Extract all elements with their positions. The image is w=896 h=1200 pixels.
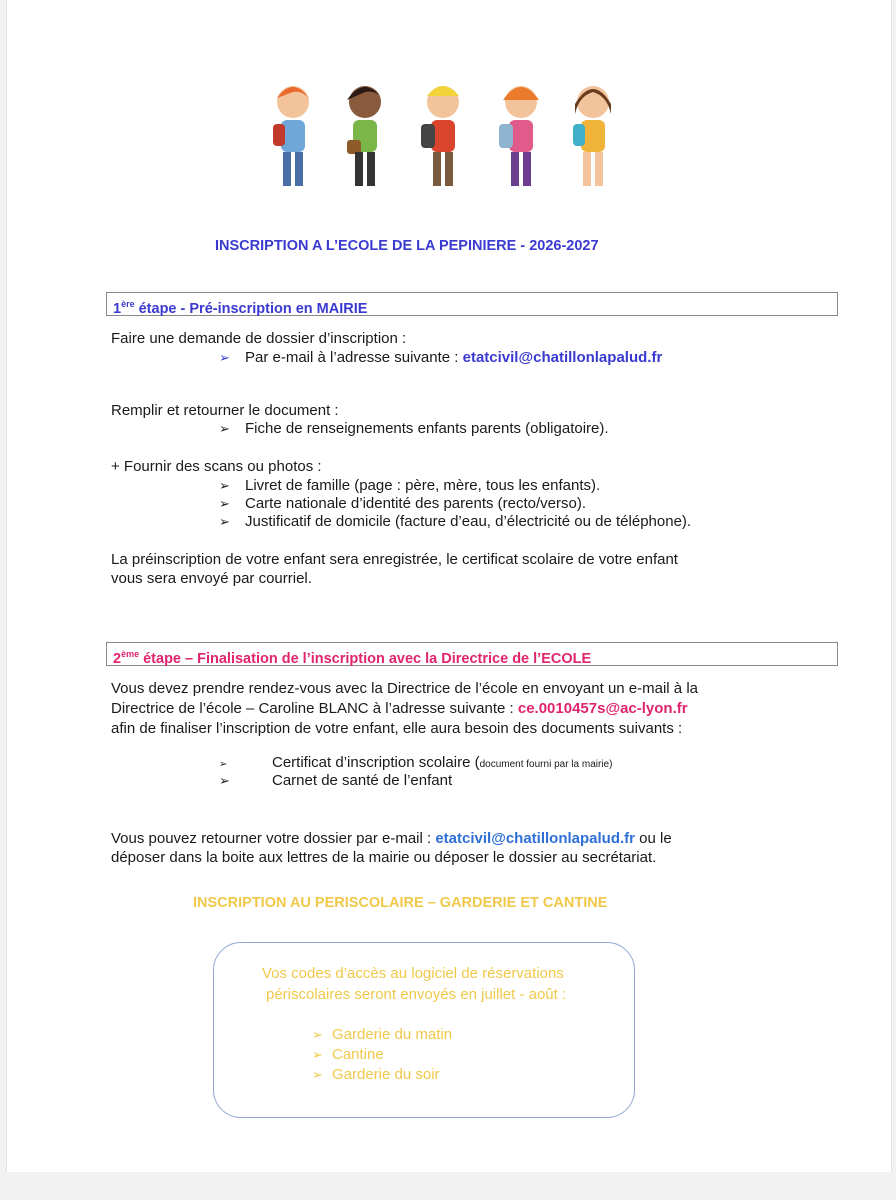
step1-heading bbox=[113, 295, 367, 318]
return-line: déposer dans la boite aux lettres de la mairie ou déposer le dossier au secrétariat. bbox=[111, 849, 657, 866]
arrow-bullet-icon: ➢ bbox=[312, 1047, 323, 1062]
request-item-text: Par e-mail à l’adresse suivante : bbox=[245, 349, 463, 366]
child-3 bbox=[421, 86, 459, 186]
periscolaire-line: Vos codes d’accès au logiciel de réservations bbox=[262, 965, 564, 982]
step-suffix: ère bbox=[121, 299, 135, 309]
step-title: étape – Finalisation de l’inscription avec la Directrice de l’ECOLE bbox=[139, 650, 592, 667]
email-link[interactable]: etatcivil@chatillonlapalud.fr bbox=[435, 830, 635, 847]
periscolaire-item bbox=[312, 1026, 452, 1044]
request-intro: Faire une demande de dossier d’inscription : bbox=[111, 330, 407, 347]
periscolaire-item-text: Garderie du soir bbox=[332, 1066, 440, 1083]
conclusion-line: La préinscription de votre enfant sera enregistrée, le certificat scolaire de votre enfant bbox=[111, 551, 678, 568]
children-illustration bbox=[265, 80, 635, 200]
periscolaire-title: INSCRIPTION AU PERISCOLAIRE – GARDERIE ET CANTINE bbox=[193, 895, 608, 911]
document-item bbox=[219, 772, 452, 790]
arrow-bullet-icon: ➢ bbox=[219, 421, 230, 436]
arrow-bullet-icon: ➢ bbox=[219, 773, 230, 788]
periscolaire-item-text: Cantine bbox=[332, 1046, 384, 1063]
return-intro: Remplir et retourner le document : bbox=[111, 402, 339, 419]
arrow-bullet-icon: ➢ bbox=[219, 496, 230, 511]
paragraph-text: Directrice de l’école – Caroline BLANC à l’adresse suivante : bbox=[111, 700, 518, 717]
return-text: ou le bbox=[635, 830, 672, 847]
return-line bbox=[111, 830, 672, 848]
arrow-bullet-icon: ➢ bbox=[219, 514, 230, 529]
document-item bbox=[219, 754, 612, 774]
directrice-email-link[interactable]: ce.0010457s@ac-lyon.fr bbox=[517, 700, 688, 717]
document-page bbox=[6, 0, 892, 1172]
step2-heading bbox=[113, 645, 591, 668]
step2-paragraph-line: afin de finaliser l’inscription de votre enfant, elle aura besoin des documents suivants : bbox=[111, 720, 683, 737]
email-link[interactable]: etatcivil@chatillonlapalud.fr bbox=[462, 349, 663, 366]
periscolaire-item bbox=[312, 1066, 440, 1084]
arrow-bullet-icon: ➢ bbox=[219, 350, 230, 365]
scans-intro: + Fournir des scans ou photos : bbox=[111, 458, 322, 475]
step2-paragraph-line bbox=[111, 700, 688, 718]
arrow-bullet-icon: ➢ bbox=[312, 1027, 323, 1042]
scans-item-text: Carte nationale d’identité des parents (recto/verso). bbox=[245, 495, 587, 512]
scans-item-text: Livret de famille (page : père, mère, tous les enfants). bbox=[245, 477, 601, 494]
periscolaire-line: périscolaires seront envoyés en juillet - août : bbox=[266, 986, 567, 1003]
page-title: INSCRIPTION A L’ECOLE DE LA PEPINIERE - 2026-2027 bbox=[215, 238, 599, 254]
step-number: 2 bbox=[113, 650, 122, 667]
arrow-bullet-icon: ➢ bbox=[312, 1067, 323, 1082]
document-item-text: Carnet de santé de l’enfant bbox=[272, 772, 453, 789]
return-item-text: Fiche de renseignements enfants parents (obligatoire). bbox=[245, 420, 609, 437]
scans-item-text: Justificatif de domicile (facture d’eau, d’électricité ou de téléphone). bbox=[245, 513, 692, 530]
arrow-bullet-icon: ➢ bbox=[219, 478, 230, 493]
child-4 bbox=[499, 86, 539, 186]
document-note: document fourni par la mairie) bbox=[479, 759, 613, 770]
request-item bbox=[219, 349, 662, 367]
document-item-text: Certificat d’inscription scolaire ( bbox=[272, 754, 480, 771]
conclusion-line: vous sera envoyé par courriel. bbox=[111, 570, 312, 587]
step-suffix: ème bbox=[121, 649, 140, 659]
periscolaire-item bbox=[312, 1046, 384, 1064]
scans-item bbox=[219, 477, 600, 495]
child-1 bbox=[273, 86, 309, 186]
scans-item bbox=[219, 513, 691, 531]
step2-paragraph-line: Vous devez prendre rendez-vous avec la Directrice de l’école en envoyant un e-mail à la bbox=[111, 680, 698, 697]
child-5 bbox=[573, 86, 611, 186]
return-item bbox=[219, 420, 609, 438]
step-title: étape - Pré-inscription en MAIRIE bbox=[134, 300, 368, 317]
periscolaire-item-text: Garderie du matin bbox=[332, 1026, 453, 1043]
scans-item bbox=[219, 495, 586, 513]
step-number: 1 bbox=[113, 300, 122, 317]
return-text: Vous pouvez retourner votre dossier par e-mail : bbox=[111, 830, 436, 847]
arrow-bullet-icon: ➢ bbox=[219, 759, 228, 770]
child-2 bbox=[347, 86, 383, 186]
